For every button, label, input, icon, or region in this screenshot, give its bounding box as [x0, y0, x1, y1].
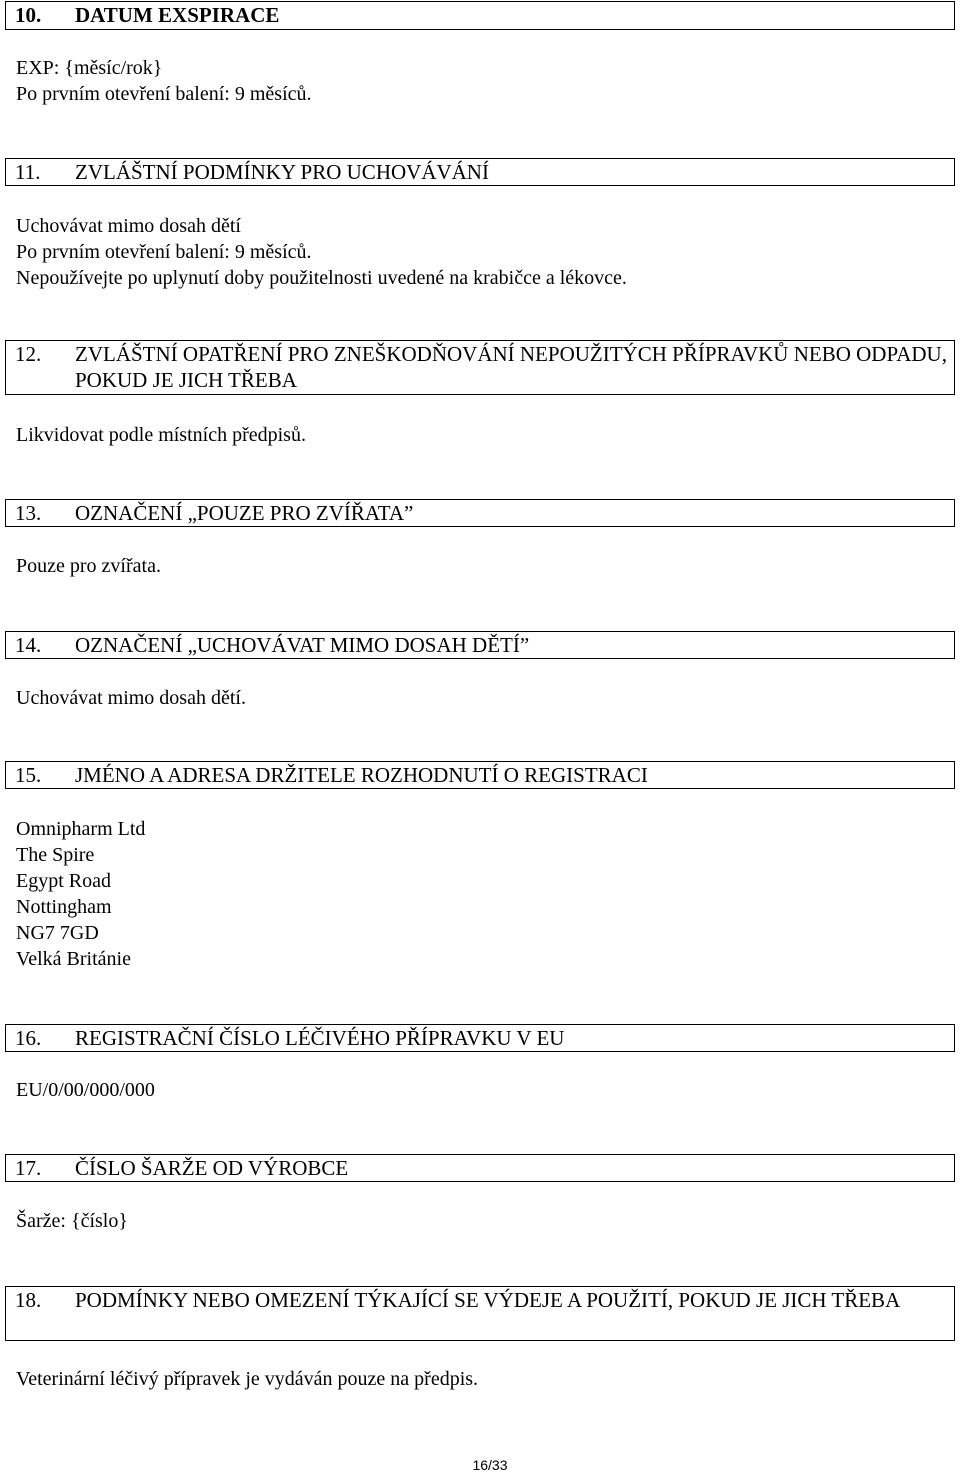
- section-13-line-1: Pouze pro zvířata.: [16, 555, 161, 577]
- section-11-line-3: Nepoužívejte po uplynutí doby použitelnosti uvedené na krabičce a lékovce.: [16, 267, 627, 289]
- section-title: JMÉNO A ADRESA DRŽITELE ROZHODNUTÍ O REGISTRACI: [75, 763, 648, 787]
- section-12-line-1: Likvidovat podle místních předpisů.: [16, 424, 306, 446]
- section-title: ZVLÁŠTNÍ PODMÍNKY PRO UCHOVÁVÁNÍ: [75, 160, 489, 184]
- section-10-header: [5, 1, 955, 30]
- section-title: DATUM EXSPIRACE: [75, 3, 280, 27]
- section-18-line-1: Veterinární léčivý přípravek je vydáván pouze na předpis.: [16, 1368, 479, 1390]
- section-title: OZNAČENÍ „UCHOVÁVAT MIMO DOSAH DĚTÍ”: [75, 633, 530, 657]
- section-title: OZNAČENÍ „POUZE PRO ZVÍŘATA”: [75, 501, 414, 525]
- section-10-line-1: EXP: {měsíc/rok}: [16, 57, 163, 79]
- section-11-line-1: Uchovávat mimo dosah dětí: [16, 215, 241, 237]
- section-number: 17.: [15, 1156, 42, 1180]
- page-number: 16/33: [472, 1457, 508, 1473]
- section-14-header: [5, 631, 955, 659]
- section-18-header: [5, 1286, 955, 1341]
- section-13-header: [5, 499, 955, 527]
- section-title: PODMÍNKY NEBO OMEZENÍ TÝKAJÍCÍ SE VÝDEJE A POUŽITÍ, POKUD JE JICH TŘEBA: [75, 1288, 901, 1312]
- section-17-line-1: Šarže: {číslo}: [16, 1210, 128, 1232]
- section-15-line-2: The Spire: [16, 844, 95, 866]
- section-14-line-1: Uchovávat mimo dosah dětí.: [16, 687, 246, 709]
- section-16-header: [5, 1024, 955, 1052]
- section-title: ZVLÁŠTNÍ OPATŘENÍ PRO ZNEŠKODŇOVÁNÍ NEPOUŽITÝCH PŘÍPRAVKŮ NEBO ODPADU, POKUD JE JICH TŘEBA: [75, 342, 947, 392]
- section-12-header: [5, 340, 955, 395]
- section-17-header: [5, 1154, 955, 1182]
- section-11-header: [5, 158, 955, 186]
- section-number: 12.: [15, 342, 42, 366]
- section-number: 15.: [15, 763, 42, 787]
- section-number: 16.: [15, 1026, 42, 1050]
- section-15-line-1: Omnipharm Ltd: [16, 818, 146, 840]
- section-10-line-2: Po prvním otevření balení: 9 měsíců.: [16, 83, 312, 105]
- section-number: 13.: [15, 501, 42, 525]
- section-15-header: [5, 761, 955, 789]
- section-number: 18.: [15, 1288, 42, 1312]
- section-15-line-3: Egypt Road: [16, 870, 111, 892]
- section-15-line-6: Velká Británie: [16, 948, 131, 970]
- section-16-line-1: EU/0/00/000/000: [16, 1079, 155, 1101]
- section-number: 10.: [15, 3, 42, 27]
- section-number: 11.: [15, 160, 41, 184]
- section-number: 14.: [15, 633, 42, 657]
- section-15-line-5: NG7 7GD: [16, 922, 99, 944]
- section-title: ČÍSLO ŠARŽE OD VÝROBCE: [75, 1156, 349, 1180]
- section-11-line-2: Po prvním otevření balení: 9 měsíců.: [16, 241, 312, 263]
- section-title: REGISTRAČNÍ ČÍSLO LÉČIVÉHO PŘÍPRAVKU V EU: [75, 1026, 565, 1050]
- section-15-line-4: Nottingham: [16, 896, 112, 918]
